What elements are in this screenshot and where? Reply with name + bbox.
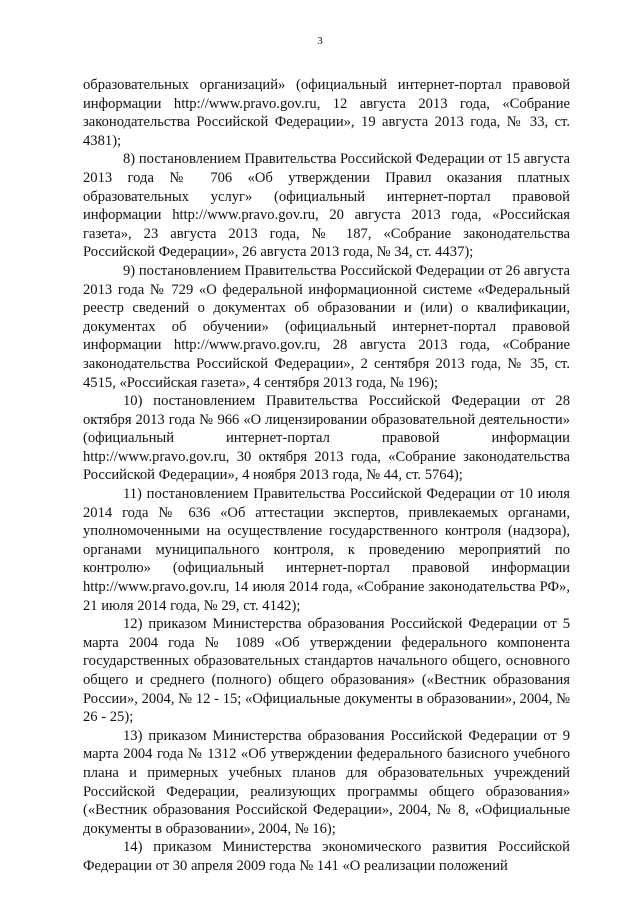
page-number: 3 xyxy=(317,35,323,47)
paragraph-item-13: 13) приказом Министерства образования Российской Федерации от 9 марта 2004 года № 1312 «Об утверждении федерального базисного учебного плана и примерных учебных планов для образовательных учреждений Российской Федерации, реализующих программы общего образования» («Вестник образования Российской Федерации», 2004, № 8, «Официальные документы в образовании», 2004, № 16); xyxy=(83,727,570,837)
paragraph-item-14: 14) приказом Министерства экономического развития Российской Федерации от 30 апреля 2009 года № 141 «О реализации положений xyxy=(83,839,570,874)
paragraph-item-8: 8) постановлением Правительства Российской Федерации от 15 августа 2013 года № 706 «Об утверждении Правил оказания платных образовательных услуг» (официальный интернет-портал правовой информации http://www.pravo.gov.ru, 20 августа 2013 года, «Российская газета», 23 августа 2013 года, № 187, «Собрание законодательства Российской Федерации», 26 августа 2013 года, № 34, ст. 4437); xyxy=(83,151,570,261)
paragraph-item-9: 9) постановлением Правительства Российской Федерации от 26 августа 2013 года № 729 «О федеральной информационной системе «Федеральный реестр сведений о документах об образовании и (или) о квалификации, документах об обучении» (официальный интернет-портал правовой информации http://www.pravo.gov.ru, 28 августа 2013 года, «Собрание законодательства Российской Федерации», 2 сентября 2013 года, № 35, ст. 4515, «Российская газета», 4 сентября 2013 года, № 196); xyxy=(83,262,570,391)
document-body xyxy=(83,76,570,876)
paragraph-item-10: 10) постановлением Правительства Российской Федерации от 28 октября 2013 года № 966 «О лицензировании образовательной деятельности» (официальный интернет-портал правовой информации http://www.pravo.gov.ru, 30 октября 2013 года, «Собрание законодательства Российской Федерации», 4 ноября 2013 года, № 44, ст. 5764); xyxy=(83,393,570,484)
paragraph-item-11: 11) постановлением Правительства Российской Федерации от 10 июля 2014 года № 636 «Об аттестации экспертов, привлекаемых органами, уполномоченными на осуществление государственного контроля (надзора), органами муниципального контроля, к проведению мероприятий по контролю» (официальный интернет-портал правовой информации http://www.pravo.gov.ru, 14 июля 2014 года, «Собрание законодательства РФ», 21 июля 2014 года, № 29, ст. 4142); xyxy=(83,486,570,614)
paragraph-continuation: образовательных организаций» (официальный интернет-портал правовой информации http://www.pravo.gov.ru, 12 августа 2013 года, «Собрание законодательства Российской Федерации», 19 августа 2013 года, № 33, ст. 4381); xyxy=(83,77,570,149)
paragraph-item-12: 12) приказом Министерства образования Российской Федерации от 5 марта 2004 года № 1089 «Об утверждении федерального компонента государственных образовательных стандартов начального общего, основного общего и среднего (полного) общего образования» («Вестник образования России», 2004, № 12 - 15; «Официальные документы в образовании», 2004, № 26 - 25); xyxy=(83,616,570,726)
